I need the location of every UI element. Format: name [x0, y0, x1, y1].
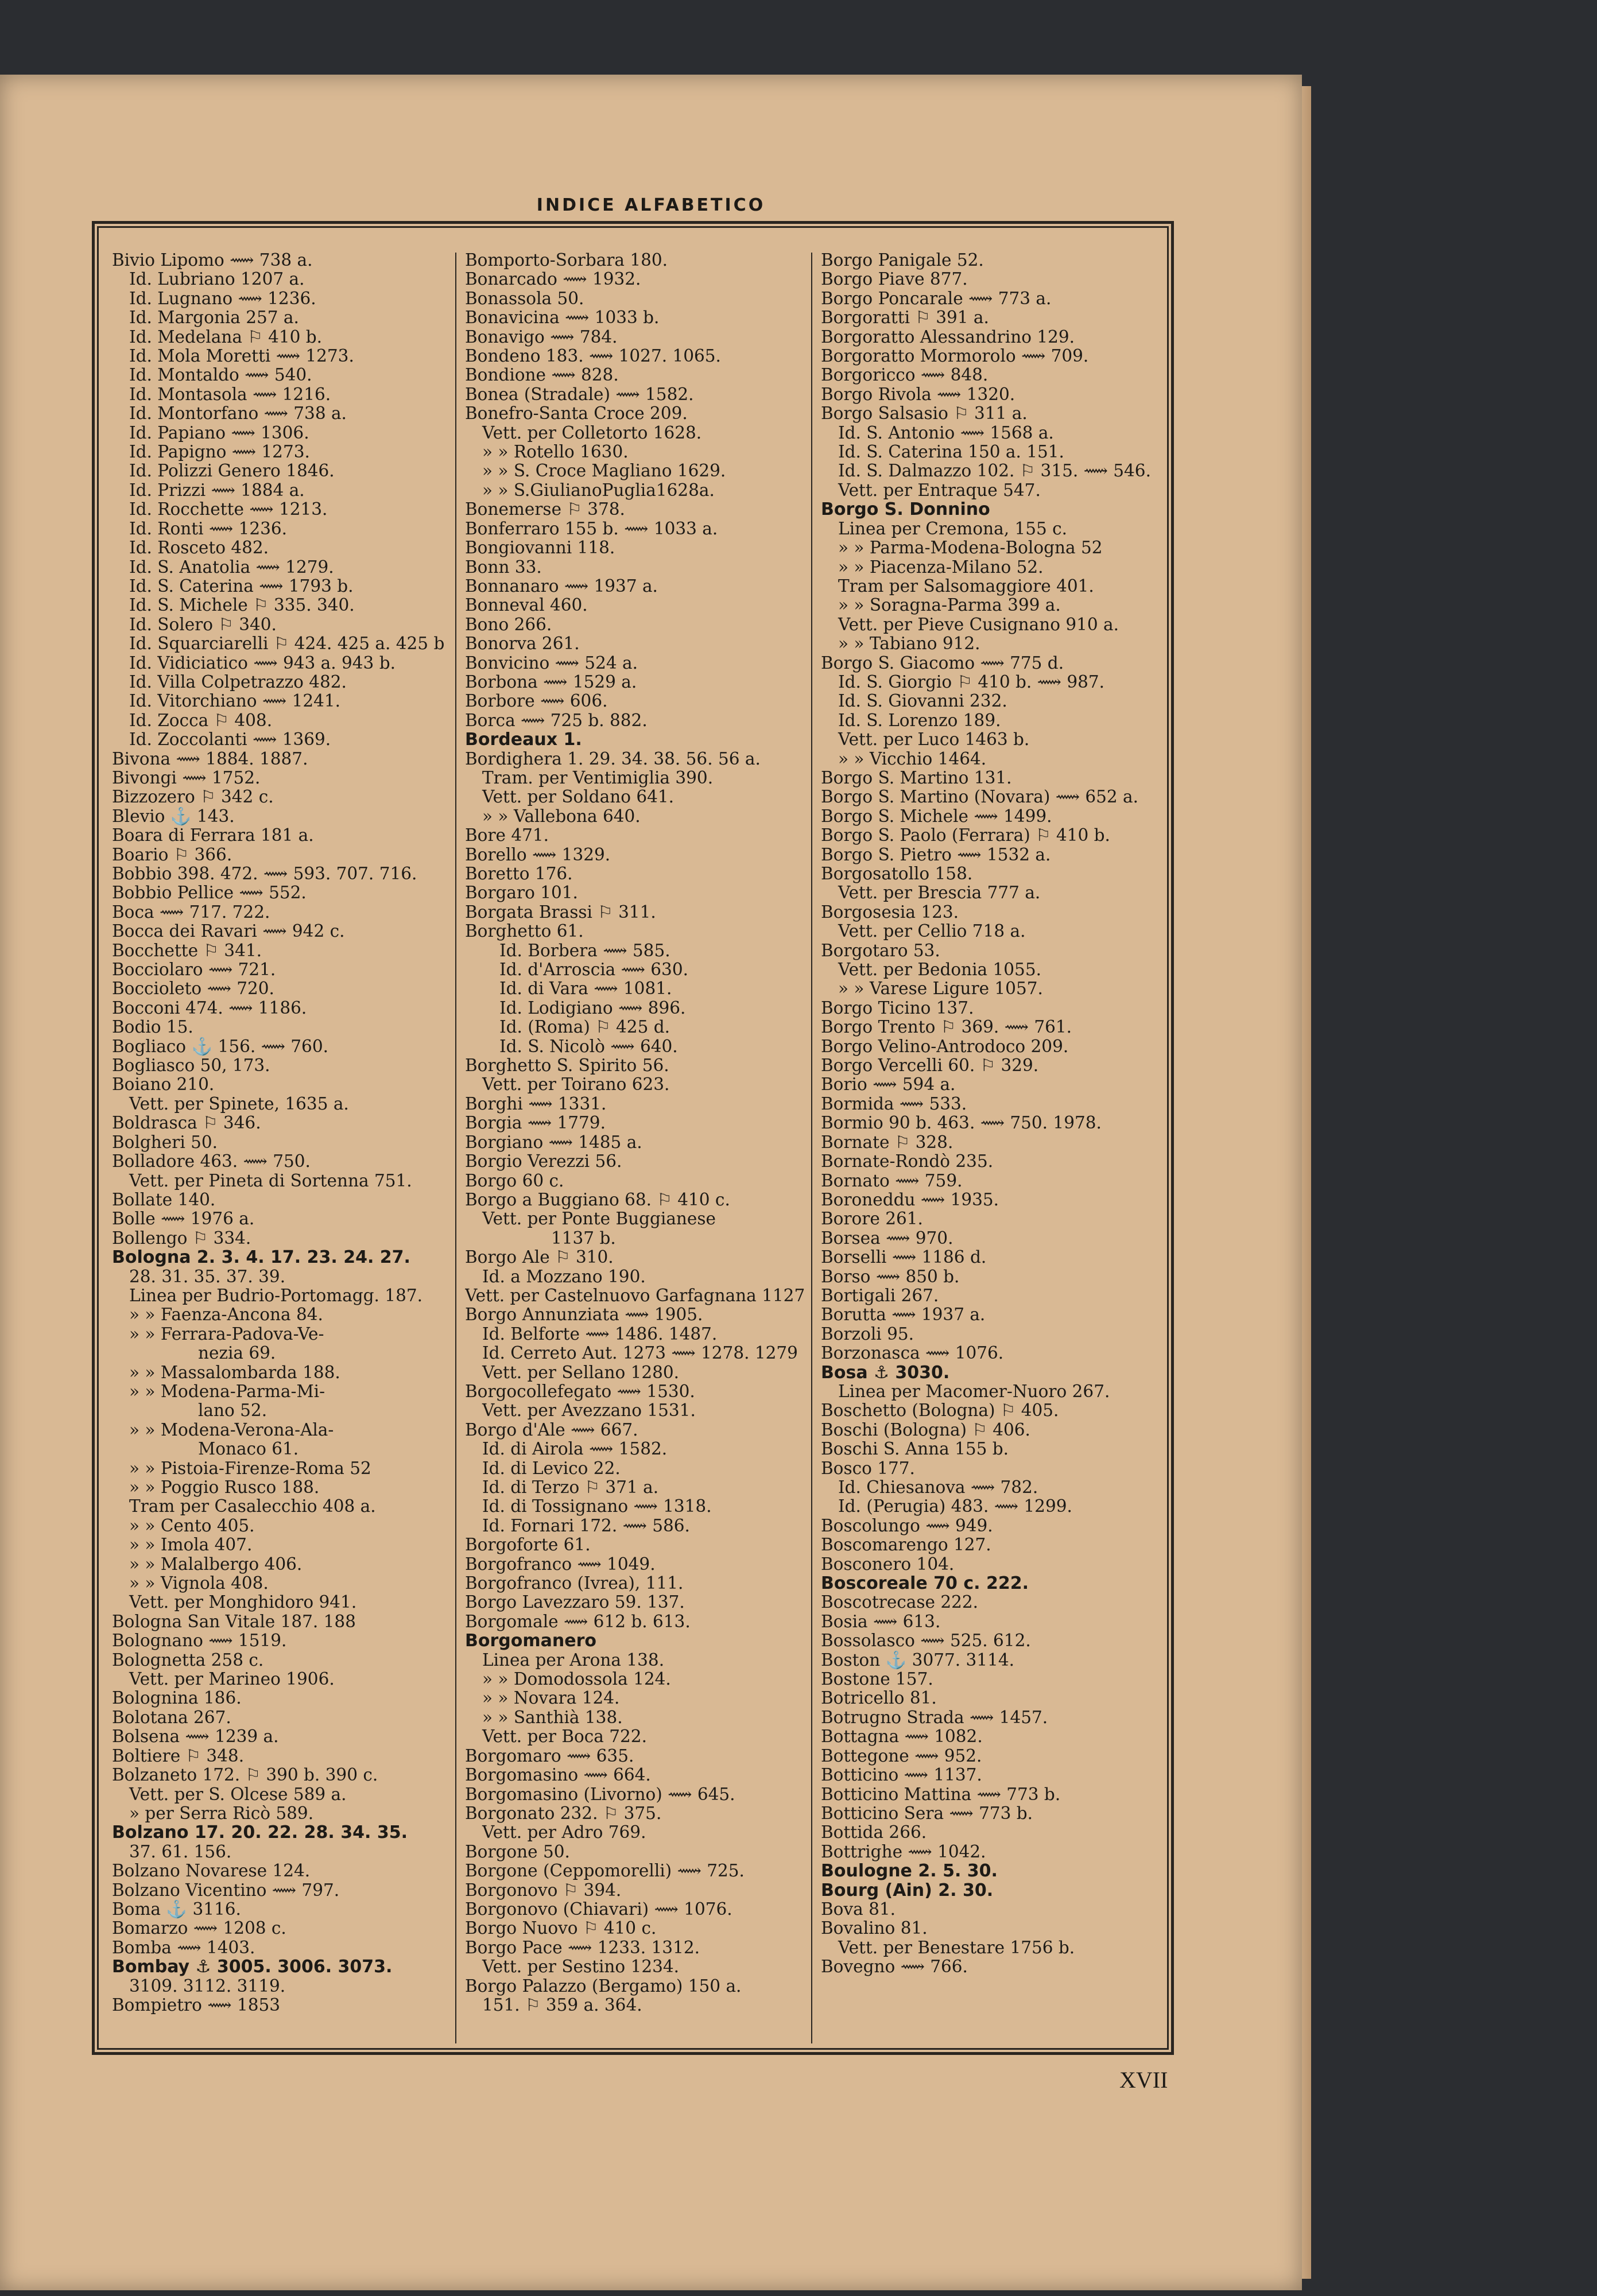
index-entry: » » Vallebona 640.	[482, 806, 641, 826]
index-entry: Vett. per Adro 769.	[482, 1822, 646, 1843]
index-entry: Bollate 140.	[112, 1189, 216, 1209]
index-entry: Id. Medelana ⚐ 410 b.	[129, 327, 323, 347]
index-entry: Bomarzo ⟿ 1208 c.	[112, 1918, 286, 1938]
index-entry: Borello ⟿ 1329.	[465, 844, 611, 864]
index-entry: » » Domodossola 124.	[482, 1669, 671, 1689]
index-entry: Bomba ⟿ 1403.	[112, 1937, 255, 1957]
index-entry: » » Soragna-Parma 399 a.	[838, 595, 1061, 615]
index-entry: Id. S. Giorgio ⚐ 410 b. ⟿ 987.	[838, 672, 1105, 692]
index-entry: Id. Mola Moretti ⟿ 1273.	[129, 346, 354, 366]
index-entry: Borgo Vercelli 60. ⚐ 329.	[821, 1056, 1039, 1076]
index-entry: Id. di Tossignano ⟿ 1318.	[482, 1496, 712, 1517]
index-entry: Vett. per Cellio 718 a.	[838, 921, 1026, 941]
index-entry: Bornate-Rondò 235.	[821, 1151, 994, 1172]
index-entry: Borgo Nuovo ⚐ 410 c.	[465, 1918, 657, 1938]
index-entry: Bormida ⟿ 533.	[821, 1093, 967, 1114]
index-entry: Id. Prizzi ⟿ 1884 a.	[129, 480, 305, 500]
index-entry: Id. di Terzo ⚐ 371 a.	[482, 1477, 659, 1497]
index-entry: Id. di Vara ⟿ 1081.	[499, 979, 672, 999]
index-entry: Borghetto 61.	[465, 921, 584, 941]
index-entry: Bizzozero ⚐ 342 c.	[112, 787, 274, 807]
index-entry: Bottida 266.	[821, 1822, 927, 1843]
index-entry: Id. S. Michele ⚐ 335. 340.	[129, 595, 355, 615]
index-entry: Borbona ⟿ 1529 a.	[465, 672, 637, 692]
index-entry: 28. 31. 35. 37. 39.	[129, 1266, 286, 1286]
index-entry: Vett. per Marineo 1906.	[129, 1669, 335, 1689]
index-entry: Borgonovo ⚐ 394.	[465, 1880, 622, 1900]
index-entry: Bomporto-Sorbara 180.	[465, 251, 668, 270]
index-entry: Bolle ⟿ 1976 a.	[112, 1209, 255, 1229]
index-entry: Tram per Casalecchio 408 a.	[129, 1496, 376, 1517]
index-entry: Borgo Poncarale ⟿ 773 a.	[821, 288, 1052, 308]
index-entry: Bocca dei Ravari ⟿ 942 c.	[112, 921, 345, 941]
index-entry: Bonn 33.	[465, 557, 542, 577]
index-entry: Vett. per Entraque 547.	[838, 480, 1041, 500]
index-entry: » » Santhià 138.	[482, 1707, 623, 1727]
index-entry: Bonavigo ⟿ 784.	[465, 327, 618, 347]
index-entry: » » Ferrara-Padova-Ve-	[129, 1324, 324, 1344]
index-entry: Bondeno 183. ⟿ 1027. 1065.	[465, 346, 721, 366]
index-entry: » » Vignola 408.	[129, 1573, 269, 1593]
index-entry: Bonnanaro ⟿ 1937 a.	[465, 576, 658, 596]
index-entry: Bova 81.	[821, 1899, 896, 1919]
index-entry: Bolgheri 50.	[112, 1132, 218, 1152]
index-entry: Bossolasco ⟿ 525. 612.	[821, 1631, 1031, 1651]
index-entry: » per Serra Ricò 589.	[129, 1803, 314, 1823]
index-entry: Borgo Trento ⚐ 369. ⟿ 761.	[821, 1017, 1072, 1037]
index-entry: Bongiovanni 118.	[465, 538, 615, 558]
index-entry: Borgocollefegato ⟿ 1530.	[465, 1381, 695, 1401]
index-entry: Bottagna ⟿ 1082.	[821, 1727, 983, 1747]
index-entry: Id. S. Caterina ⟿ 1793 b.	[129, 576, 354, 596]
index-entry: Bortigali 267.	[821, 1285, 939, 1305]
index-entry: Borgio Verezzi 56.	[465, 1151, 622, 1172]
index-entry: Id. Fornari 172. ⟿ 586.	[482, 1515, 690, 1535]
index-entry: Bompietro ⟿ 1853	[112, 1995, 281, 2015]
index-entry: Borgo Ticino 137.	[821, 998, 974, 1018]
index-heading: Bourg (Ain) 2. 30.	[821, 1880, 994, 1901]
index-entry: » » Parma-Modena-Bologna 52	[838, 538, 1103, 558]
index-entry: nezia 69.	[198, 1343, 276, 1363]
index-entry: Id. Lubriano 1207 a.	[129, 269, 305, 289]
index-entry: Id. a Mozzano 190.	[482, 1266, 646, 1286]
index-column-2	[465, 251, 809, 2042]
index-entry: Id. di Levico 22.	[482, 1458, 621, 1478]
index-entry: Borgosesia 123.	[821, 902, 959, 922]
index-entry: Id. Papiano ⟿ 1306.	[129, 422, 309, 443]
index-entry: Id. Montasola ⟿ 1216.	[129, 384, 331, 404]
index-entry: Id. S. Antonio ⟿ 1568 a.	[838, 422, 1054, 443]
index-entry: Botrugno Strada ⟿ 1457.	[821, 1707, 1048, 1727]
page-header: INDICE ALFABETICO	[536, 195, 766, 215]
index-entry: Vett. per Avezzano 1531.	[482, 1401, 696, 1421]
index-entry: Id. S. Caterina 150 a. 151.	[838, 442, 1064, 462]
index-entry: Bornate ⚐ 328.	[821, 1132, 953, 1152]
index-entry: 3109. 3112. 3119.	[129, 1976, 286, 1996]
index-entry: Id. Solero ⚐ 340.	[129, 614, 277, 634]
index-entry: Bosconero 104.	[821, 1554, 955, 1574]
index-entry: Boiano 210.	[112, 1075, 215, 1095]
index-entry: Id. S. Nicolò ⟿ 640.	[499, 1036, 678, 1056]
index-entry: Boltiere ⚐ 348.	[112, 1746, 245, 1766]
index-entry: Bottrighe ⟿ 1042.	[821, 1841, 986, 1861]
index-entry: Id. Papigno ⟿ 1273.	[129, 442, 310, 462]
index-entry: Borgata Brassi ⚐ 311.	[465, 902, 656, 922]
index-entry: Boston ⚓ 3077. 3114.	[821, 1650, 1014, 1670]
index-entry: Boscomarengo 127.	[821, 1535, 991, 1555]
index-entry: Borgo Ale ⚐ 310.	[465, 1247, 614, 1267]
index-entry: Borgo a Buggiano 68. ⚐ 410 c.	[465, 1189, 730, 1209]
index-entry: Bivona ⟿ 1884. 1887.	[112, 748, 308, 769]
index-entry: Vett. per Luco 1463 b.	[838, 730, 1030, 750]
index-entry: Borgo Palazzo (Bergamo) 150 a.	[465, 1976, 742, 1996]
index-entry: Bolotana 267.	[112, 1707, 231, 1727]
index-entry: Boma ⚓ 3116.	[112, 1899, 241, 1919]
index-entry: Linea per Arona 138.	[482, 1650, 665, 1670]
index-entry: Bosia ⟿ 613.	[821, 1611, 941, 1631]
index-entry: Boario ⚐ 366.	[112, 844, 232, 864]
index-entry: Id. (Perugia) 483. ⟿ 1299.	[838, 1496, 1072, 1517]
index-entry: Id. S. Lorenzo 189.	[838, 710, 1001, 730]
index-entry: Borgonovo (Chiavari) ⟿ 1076.	[465, 1899, 732, 1919]
index-entry: Bono 266.	[465, 614, 552, 634]
index-entry: Id. S. Dalmazzo 102. ⚐ 315. ⟿ 546.	[838, 461, 1151, 481]
index-entry: Boldrasca ⚐ 346.	[112, 1113, 261, 1133]
index-entry: Bonarcado ⟿ 1932.	[465, 269, 641, 289]
index-entry: Bosco 177.	[821, 1458, 915, 1478]
index-entry: Tram. per Ventimiglia 390.	[482, 767, 714, 788]
index-entry: Bolognano ⟿ 1519.	[112, 1631, 287, 1651]
index-entry: Vett. per Sestino 1234.	[482, 1957, 680, 1977]
index-entry: Borgofranco ⟿ 1049.	[465, 1554, 656, 1574]
index-entry: Bottegone ⟿ 952.	[821, 1746, 982, 1766]
index-entry: Borgone (Ceppomorelli) ⟿ 725.	[465, 1861, 745, 1881]
index-entry: Tram per Salsomaggiore 401.	[838, 576, 1094, 596]
index-column-1	[112, 251, 456, 2042]
index-entry: » » Modena-Verona-Ala-	[129, 1420, 334, 1440]
index-column-3	[821, 251, 1165, 2042]
index-heading: Bosa ⚓ 3030.	[821, 1362, 950, 1383]
index-entry: Borca ⟿ 725 b. 882.	[465, 710, 648, 730]
index-heading: Bologna 2. 3. 4. 17. 23. 24. 27.	[112, 1247, 410, 1268]
index-entry: Bocciolaro ⟿ 721.	[112, 960, 276, 980]
index-entry: lano 52.	[198, 1401, 268, 1421]
index-heading: Borgo S. Donnino	[821, 499, 990, 520]
index-entry: Bocchette ⚐ 341.	[112, 940, 262, 960]
index-entry: Borbore ⟿ 606.	[465, 691, 608, 711]
index-entry: Linea per Cremona, 155 c.	[838, 518, 1068, 538]
index-entry: Borzonasca ⟿ 1076.	[821, 1343, 1004, 1363]
index-entry: » » Varese Ligure 1057.	[838, 979, 1043, 999]
index-heading: Bolzano 17. 20. 22. 28. 34. 35.	[112, 1822, 408, 1843]
index-entry: Botticino Sera ⟿ 773 b.	[821, 1803, 1033, 1823]
index-entry: Boretto 176.	[465, 864, 573, 883]
index-entry: Borgo Rivola ⟿ 1320.	[821, 384, 1015, 404]
index-entry: Borghetto S. Spirito 56.	[465, 1056, 669, 1076]
index-entry: Id. Zocca ⚐ 408.	[129, 710, 273, 730]
index-entry: » » Cento 405.	[129, 1515, 255, 1535]
index-entry: Id. (Roma) ⚐ 425 d.	[499, 1017, 670, 1037]
index-entry: Vett. per Sellano 1280.	[482, 1362, 680, 1382]
index-entry: » » Massalombarda 188.	[129, 1362, 340, 1382]
index-entry: Borgoratto Mormorolo ⟿ 709.	[821, 346, 1089, 366]
index-entry: Boscolungo ⟿ 949.	[821, 1515, 993, 1535]
index-entry: Bovegno ⟿ 766.	[821, 1957, 968, 1977]
index-entry: Boroneddu ⟿ 1935.	[821, 1189, 999, 1209]
index-entry: » » Rotello 1630.	[482, 442, 629, 462]
index-entry: Vett. per Toirano 623.	[482, 1075, 670, 1095]
index-entry: Borzoli 95.	[821, 1324, 914, 1344]
index-entry: Bobbio 398. 472. ⟿ 593. 707. 716.	[112, 864, 417, 883]
index-entry: Bolzano Novarese 124.	[112, 1861, 311, 1881]
index-entry: Id. Lodigiano ⟿ 896.	[499, 998, 686, 1018]
index-entry: Bonea (Stradale) ⟿ 1582.	[465, 384, 694, 404]
index-entry: Vett. per Boca 722.	[482, 1727, 647, 1747]
index-entry: Borore 261.	[821, 1209, 923, 1229]
index-entry: 37. 61. 156.	[129, 1841, 232, 1861]
index-entry: Borgosatollo 158.	[821, 864, 973, 883]
index-entry: Bormio 90 b. 463. ⟿ 750. 1978.	[821, 1113, 1102, 1133]
index-entry: Id. Villa Colpetrazzo 482.	[129, 672, 347, 692]
index-entry: Bolognetta 258 c.	[112, 1650, 264, 1670]
index-entry: Vett. per Bedonia 1055.	[838, 960, 1041, 980]
index-entry: Borgo 60 c.	[465, 1170, 564, 1190]
index-entry: Borso ⟿ 850 b.	[821, 1266, 960, 1286]
index-entry: » » Piacenza-Milano 52.	[838, 557, 1044, 577]
index-entry: Linea per Macomer-Nuoro 267.	[838, 1381, 1110, 1401]
index-entry: Boschi (Bologna) ⚐ 406.	[821, 1420, 1030, 1440]
index-entry: Borgo Salsasio ⚐ 311 a.	[821, 404, 1028, 424]
index-entry: Id. Ronti ⟿ 1236.	[129, 518, 288, 538]
index-entry: Id. d'Arroscia ⟿ 630.	[499, 960, 688, 980]
index-entry: Bornato ⟿ 759.	[821, 1170, 963, 1190]
index-entry: Id. Polizzi Genero 1846.	[129, 461, 335, 481]
index-entry: Id. Vidiciatico ⟿ 943 a. 943 b.	[129, 653, 396, 673]
index-entry: Bocconi 474. ⟿ 1186.	[112, 998, 307, 1018]
index-entry: Borgoforte 61.	[465, 1535, 591, 1555]
index-entry: Bivongi ⟿ 1752.	[112, 767, 261, 788]
index-entry: Bogliasco 50, 173.	[112, 1056, 270, 1076]
index-entry: Borgo S. Michele ⟿ 1499.	[821, 806, 1052, 826]
index-entry: Borgiano ⟿ 1485 a.	[465, 1132, 642, 1152]
column-divider	[811, 253, 812, 2043]
index-entry: Id. S. Giovanni 232.	[838, 691, 1007, 711]
index-entry: Vett. per S. Olcese 589 a.	[129, 1784, 347, 1804]
index-entry: Borgoratto Alessandrino 129.	[821, 327, 1075, 347]
index-entry: Boscotrecase 222.	[821, 1592, 979, 1612]
index-entry: » » Pistoia-Firenze-Roma 52	[129, 1458, 371, 1478]
index-entry: Borgonato 232. ⚐ 375.	[465, 1803, 662, 1823]
index-entry: Vett. per Castelnuovo Garfagnana 1127	[465, 1285, 805, 1305]
index-entry: Bollengo ⚐ 334.	[112, 1228, 251, 1248]
index-entry: Bonorva 261.	[465, 634, 580, 654]
index-entry: Id. di Airola ⟿ 1582.	[482, 1439, 668, 1459]
index-heading: Boulogne 2. 5. 30.	[821, 1861, 998, 1882]
index-entry: Vett. per Ponte Buggianese	[482, 1209, 716, 1229]
index-entry: Blevio ⚓ 143.	[112, 806, 235, 826]
index-entry: Borgo S. Martino (Novara) ⟿ 652 a.	[821, 787, 1139, 807]
index-entry: Bolladore 463. ⟿ 750.	[112, 1151, 311, 1172]
index-entry: Borghi ⟿ 1331.	[465, 1093, 607, 1114]
index-entry: Borio ⟿ 594 a.	[821, 1075, 956, 1095]
index-entry: Bonefro-Santa Croce 209.	[465, 404, 688, 424]
index-entry: Borgoratti ⚐ 391 a.	[821, 308, 989, 328]
index-entry: Bogliaco ⚓ 156. ⟿ 760.	[112, 1036, 328, 1056]
index-entry: Bonneval 460.	[465, 595, 588, 615]
index-entry: 1137 b.	[551, 1228, 616, 1248]
index-entry: Bonferraro 155 b. ⟿ 1033 a.	[465, 518, 718, 538]
index-heading: Boscoreale 70 c. 222.	[821, 1573, 1029, 1594]
index-entry: 151. ⚐ 359 a. 364.	[482, 1995, 642, 2015]
index-entry: Bondione ⟿ 828.	[465, 365, 619, 385]
index-entry: Bobbio Pellice ⟿ 552.	[112, 883, 307, 903]
index-entry: Vett. per Benestare 1756 b.	[838, 1937, 1075, 1957]
index-entry: » » Faenza-Ancona 84.	[129, 1305, 323, 1325]
index-entry: » » S. Croce Magliano 1629.	[482, 461, 726, 481]
index-entry: Borgia ⟿ 1779.	[465, 1113, 606, 1133]
index-entry: Id. Lugnano ⟿ 1236.	[129, 288, 316, 308]
index-entry: Linea per Budrio-Portomagg. 187.	[129, 1285, 422, 1305]
index-entry: Id. Margonia 257 a.	[129, 308, 299, 328]
index-entry: Botricello 81.	[821, 1688, 937, 1708]
index-entry: » » S.GiulianoPuglia1628a.	[482, 480, 715, 500]
index-entry: Borgo Panigale 52.	[821, 251, 984, 270]
index-entry: Vett. per Monghidoro 941.	[129, 1592, 357, 1612]
index-entry: Boara di Ferrara 181 a.	[112, 825, 314, 846]
index-entry: Botticino Mattina ⟿ 773 b.	[821, 1784, 1061, 1804]
index-entry: Borgomasino (Livorno) ⟿ 645.	[465, 1784, 735, 1804]
index-entry: Borgo Pace ⟿ 1233. 1312.	[465, 1937, 700, 1957]
index-entry: Id. Montaldo ⟿ 540.	[129, 365, 312, 385]
index-entry: Bostone 157.	[821, 1669, 933, 1689]
index-entry: Borgaro 101.	[465, 883, 578, 903]
index-entry: Botticino ⟿ 1137.	[821, 1765, 982, 1785]
index-entry: Bore 471.	[465, 825, 549, 846]
index-entry: Borselli ⟿ 1186 d.	[821, 1247, 987, 1267]
index-entry: Id. Rosceto 482.	[129, 538, 269, 558]
index-entry: » » Novara 124.	[482, 1688, 620, 1708]
index-entry: » » Tabiano 912.	[838, 634, 980, 654]
index-entry: Borgo Velino-Antrodoco 209.	[821, 1036, 1069, 1056]
index-entry: Vett. per Pieve Cusignano 910 a.	[838, 614, 1119, 634]
index-entry: Id. Borbera ⟿ 585.	[499, 940, 670, 960]
page-number: XVII	[1119, 2067, 1168, 2093]
index-entry: Borgo S. Pietro ⟿ 1532 a.	[821, 844, 1051, 864]
index-entry: Borgo S. Paolo (Ferrara) ⚐ 410 b.	[821, 825, 1110, 846]
index-entry: Borgotaro 53.	[821, 940, 940, 960]
index-entry: » » Vicchio 1464.	[838, 748, 987, 769]
index-entry: Bonavicina ⟿ 1033 b.	[465, 308, 660, 328]
index-entry: Bonassola 50.	[465, 288, 584, 308]
index-entry: Bovalino 81.	[821, 1918, 928, 1938]
index-entry: Bivio Lipomo ⟿ 738 a.	[112, 251, 313, 270]
index-heading: Bombay ⚓ 3005. 3006. 3073.	[112, 1957, 393, 1977]
index-entry: Monaco 61.	[198, 1439, 299, 1459]
index-entry: Borutta ⟿ 1937 a.	[821, 1305, 986, 1325]
index-entry: Bolsena ⟿ 1239 a.	[112, 1727, 279, 1747]
index-entry: Borgo Piave 877.	[821, 269, 968, 289]
index-entry: Borgo Lavezzaro 59. 137.	[465, 1592, 685, 1612]
index-entry: Id. Chiesanova ⟿ 782.	[838, 1477, 1038, 1497]
index-entry: Borgo S. Martino 131.	[821, 767, 1012, 788]
index-heading: Bordeaux 1.	[465, 730, 582, 750]
index-entry: Bolzano Vicentino ⟿ 797.	[112, 1880, 340, 1900]
index-entry: Id. Montorfano ⟿ 738 a.	[129, 404, 347, 424]
index-entry: » » Malalbergo 406.	[129, 1554, 303, 1574]
index-entry: Boccioleto ⟿ 720.	[112, 979, 274, 999]
index-entry: Bonvicino ⟿ 524 a.	[465, 653, 638, 673]
index-entry: Borgomaro ⟿ 635.	[465, 1746, 634, 1766]
index-entry: Borgomasino ⟿ 664.	[465, 1765, 651, 1785]
index-entry: » » Poggio Rusco 188.	[129, 1477, 320, 1497]
index-entry: Borsea ⟿ 970.	[821, 1228, 953, 1248]
index-entry: Bologna San Vitale 187. 188	[112, 1611, 356, 1631]
index-entry: Bonemerse ⚐ 378.	[465, 499, 625, 519]
index-entry: Borgofranco (Ivrea), 111.	[465, 1573, 684, 1593]
page-edge	[1302, 86, 1311, 2279]
index-entry: Id. Cerreto Aut. 1273 ⟿ 1278. 1279	[482, 1343, 798, 1363]
index-entry: Id. S. Anatolia ⟿ 1279.	[129, 557, 334, 577]
index-entry: Vett. per Brescia 777 a.	[838, 883, 1041, 903]
index-entry: Vett. per Colletorto 1628.	[482, 422, 702, 443]
index-entry: Borgo S. Giacomo ⟿ 775 d.	[821, 653, 1064, 673]
index-heading: Borgomanero	[465, 1631, 596, 1651]
index-entry: Boschi S. Anna 155 b.	[821, 1439, 1009, 1459]
index-entry: Vett. per Soldano 641.	[482, 787, 675, 807]
index-entry: Boschetto (Bologna) ⚐ 405.	[821, 1401, 1059, 1421]
index-entry: Id. Vitorchiano ⟿ 1241.	[129, 691, 341, 711]
index-entry: Bolzaneto 172. ⚐ 390 b. 390 c.	[112, 1765, 378, 1785]
index-entry: Id. Rocchette ⟿ 1213.	[129, 499, 328, 519]
index-entry: Borgo d'Ale ⟿ 667.	[465, 1420, 638, 1440]
index-entry: Borgoricco ⟿ 848.	[821, 365, 989, 385]
index-entry: Bolognina 186.	[112, 1688, 242, 1708]
index-entry: » » Imola 407.	[129, 1535, 253, 1555]
index-entry: Id. Squarciarelli ⚐ 424. 425 a. 425 b	[129, 634, 445, 654]
index-entry: Borgone 50.	[465, 1841, 570, 1861]
index-entry: Id. Zoccolanti ⟿ 1369.	[129, 730, 331, 750]
index-entry: Borgomale ⟿ 612 b. 613.	[465, 1611, 691, 1631]
index-entry: Vett. per Pineta di Sortenna 751.	[129, 1170, 412, 1190]
index-entry: Boca ⟿ 717. 722.	[112, 902, 270, 922]
index-entry: Id. Belforte ⟿ 1486. 1487.	[482, 1324, 718, 1344]
index-entry: » » Modena-Parma-Mi-	[129, 1381, 325, 1401]
index-entry: Bodio 15.	[112, 1017, 193, 1037]
index-entry: Vett. per Spinete, 1635 a.	[129, 1093, 349, 1114]
index-entry: Borgo Annunziata ⟿ 1905.	[465, 1305, 703, 1325]
index-entry: Bordighera 1. 29. 34. 38. 56. 56 a.	[465, 748, 761, 769]
